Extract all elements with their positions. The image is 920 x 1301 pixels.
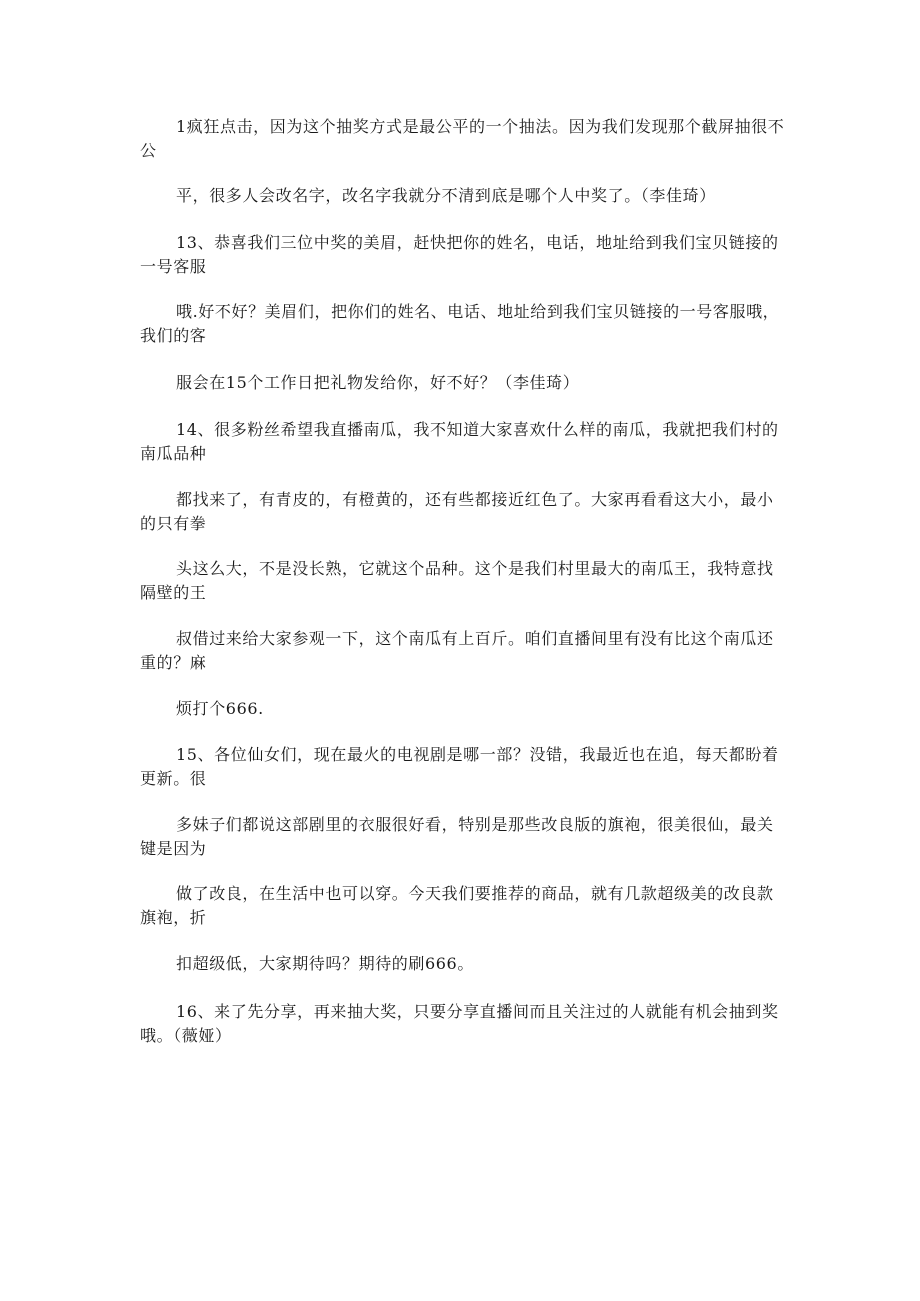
paragraph-9: 叔借过来给大家参观一下，这个南瓜有上百斤。咱们直播间里有没有比这个南瓜还重的？麻	[140, 629, 774, 672]
paragraph-1: 1疯狂点击，因为这个抽奖方式是最公平的一个抽法。因为我们发现那个截屏抽很不公	[140, 117, 785, 160]
paragraph-13: 做了改良，在生活中也可以穿。今天我们要推荐的商品，就有几款超级美的改良款旗袍，折	[140, 884, 774, 927]
paragraph-12: 多妹子们都说这部剧里的衣服很好看，特别是那些改良版的旗袍，很美很仙，最关键是因为	[140, 815, 774, 858]
paragraph-10: 烦打个666.	[176, 699, 264, 718]
paragraph-11: 15、各位仙女们，现在最火的电视剧是哪一部？没错，我最近也在追，每天都盼着更新。很	[140, 745, 779, 788]
paragraph-2: 平，很多人会改名字，改名字我就分不清到底是哪个人中奖了。（李佳琦）	[176, 186, 716, 205]
paragraph-15: 16、来了先分享，再来抽大奖，只要分享直播间而且关注过的人就能有机会抽到奖哦。（薇娅）	[140, 1002, 779, 1045]
paragraph-7: 都找来了，有青皮的，有橙黄的，还有些都接近红色了。大家再看看这大小，最小的只有拳	[140, 490, 774, 533]
paragraph-3: 13、恭喜我们三位中奖的美眉，赶快把你的姓名，电话，地址给到我们宝贝链接的一号客服	[140, 233, 779, 276]
paragraph-4: 哦.好不好？美眉们，把你们的姓名、电话、地址给到我们宝贝链接的一号客服哦，我们的客	[140, 302, 780, 345]
paragraph-5: 服会在15个工作日把礼物发给你，好不好？（李佳琦）	[176, 373, 580, 392]
paragraph-14: 扣超级低，大家期待吗？期待的刷666。	[176, 954, 474, 973]
paragraph-8: 头这么大，不是没长熟，它就这个品种。这个是我们村里最大的南瓜王，我特意找隔壁的王	[140, 559, 774, 602]
paragraph-6: 14、很多粉丝希望我直播南瓜，我不知道大家喜欢什么样的南瓜，我就把我们村的南瓜品种	[140, 420, 779, 463]
